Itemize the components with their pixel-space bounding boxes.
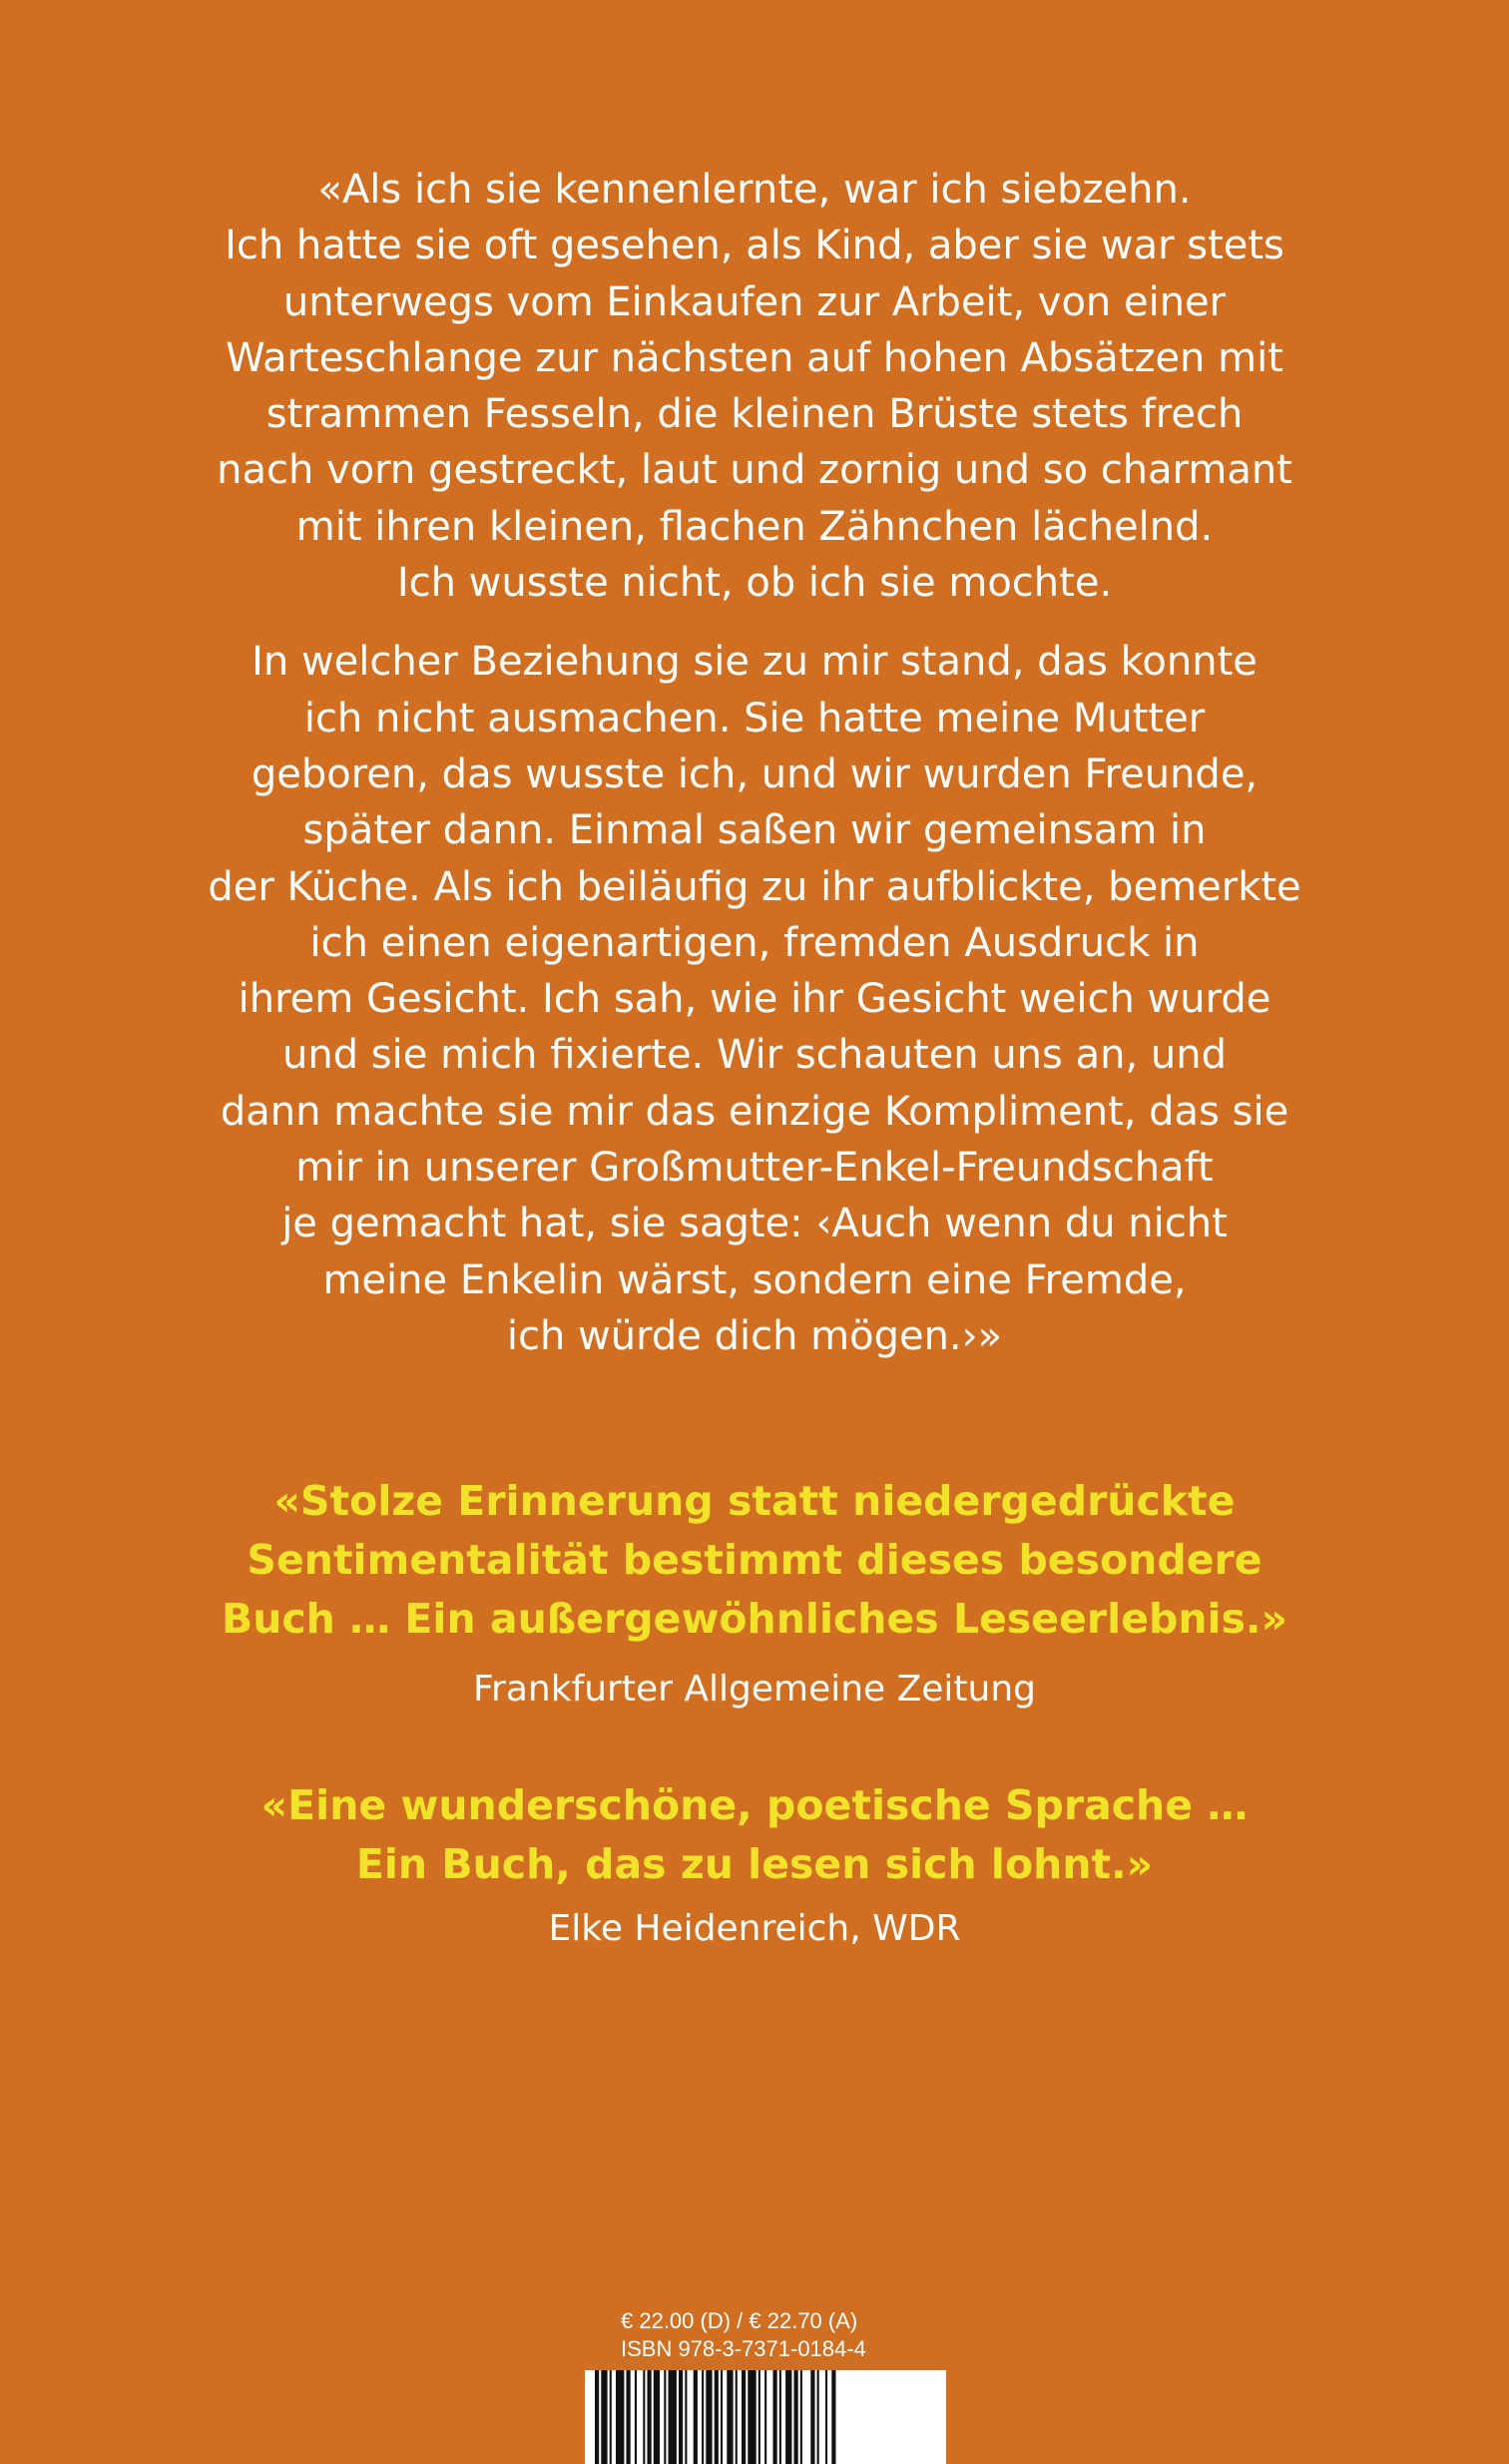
- barcode-bar: [721, 2370, 723, 2464]
- excerpt-line: mit ihren kleinen, flachen Zähnchen lächelnd.: [295, 503, 1214, 550]
- excerpt-line: geboren, das wusste ich, und wir wurden Freunde,: [251, 750, 1258, 797]
- excerpt-paragraph-1: [100, 162, 1409, 611]
- book-excerpt: [100, 162, 1409, 1364]
- barcode-bar: [610, 2370, 612, 2464]
- barcode-bar: [831, 2370, 835, 2464]
- barcode-bar: [694, 2370, 698, 2464]
- barcode-bar: [794, 2370, 798, 2464]
- excerpt-line: unterwegs vom Einkaufen zur Arbeit, von einer: [282, 278, 1227, 325]
- barcode-bar: [764, 2370, 766, 2464]
- barcode-bar: [727, 2370, 733, 2464]
- barcode-bar: [800, 2370, 802, 2464]
- barcode-bar: [742, 2370, 746, 2464]
- barcode-bar: [810, 2370, 814, 2464]
- excerpt-line: mir in unserer Großmutter-Enkel-Freundschaft: [295, 1145, 1214, 1192]
- barcode-bar: [648, 2370, 652, 2464]
- barcode-bar: [779, 2370, 781, 2464]
- barcode-bar: [748, 2370, 755, 2464]
- barcode-bar: [785, 2370, 791, 2464]
- barcode-bar: [616, 2370, 624, 2464]
- review-quote-line: Buch … Ein außergewöhnliches Leseerlebnis.»: [221, 1595, 1288, 1643]
- barcode-bar: [654, 2370, 660, 2464]
- barcode-bar: [643, 2370, 645, 2464]
- barcode-bar: [817, 2370, 819, 2464]
- excerpt-line: Warteschlange zur nächsten auf hohen Absätzen mit: [226, 334, 1283, 381]
- excerpt-line: Ich hatte sie oft gesehen, als Kind, aber sie war stets: [225, 223, 1284, 269]
- excerpt-line: meine Enkelin wärst, sondern eine Fremde,: [322, 1256, 1187, 1303]
- barcode-bar: [635, 2370, 637, 2464]
- review-quote-line: Sentimentalität bestimmt dieses besondere: [247, 1536, 1262, 1584]
- barcode-bar: [715, 2370, 719, 2464]
- barcode-bar: [685, 2370, 687, 2464]
- excerpt-line: ich einen eigenartigen, fremden Ausdruck in: [309, 919, 1200, 966]
- isbn-label: ISBN 978-3-7371-0184-4: [621, 2336, 866, 2361]
- barcode-icon: [585, 2370, 946, 2464]
- excerpt-line: ich nicht ausmachen. Sie hatte meine Mutter: [303, 695, 1206, 741]
- barcode-bar: [669, 2370, 677, 2464]
- price-label: € 22.00 (D) / € 22.70 (A): [621, 2308, 858, 2333]
- excerpt-line: Ich wusste nicht, ob ich sie mochte.: [396, 560, 1113, 607]
- excerpt-line: der Küche. Als ich beiläufig zu ihr aufblickte, bemerkte: [208, 863, 1301, 910]
- barcode-bar: [702, 2370, 704, 2464]
- excerpt-line: je gemacht hat, sie sagte: ‹Auch wenn du nicht: [281, 1201, 1228, 1247]
- review-quote-wdr: [60, 1776, 1449, 1894]
- barcode-bar: [773, 2370, 777, 2464]
- review-source-wdr: Elke Heidenreich, WDR: [548, 1908, 961, 1949]
- barcode-bar: [664, 2370, 666, 2464]
- excerpt-line: später dann. Einmal saßen wir gemeinsam in: [302, 807, 1207, 854]
- review-quote-line: Ein Buch, das zu lesen sich lohnt.»: [355, 1840, 1154, 1888]
- barcode-bar: [595, 2370, 599, 2464]
- excerpt-line: nach vorn gestreckt, laut und zornig und so charmant: [217, 447, 1292, 494]
- barcode-bar: [601, 2370, 607, 2464]
- review-source-faz: Frankfurter Allgemeine Zeitung: [472, 1669, 1037, 1710]
- excerpt-line: strammen Fesseln, die kleinen Brüste stets frech: [265, 391, 1244, 438]
- price-isbn-block: [621, 2307, 866, 2363]
- barcode-bar: [825, 2370, 827, 2464]
- barcode-bar: [706, 2370, 712, 2464]
- review-quote-line: «Stolze Erinnerung statt niedergedrückte: [273, 1477, 1236, 1525]
- excerpt-paragraph-2: [100, 634, 1409, 1364]
- barcode-bar: [736, 2370, 738, 2464]
- excerpt-line: In welcher Beziehung sie zu mir stand, das konnte: [252, 639, 1258, 686]
- excerpt-line: ihrem Gesicht. Ich sah, wie ihr Gesicht weich wurde: [238, 976, 1271, 1023]
- review-quote-line: «Eine wunderschöne, poetische Sprache …: [260, 1781, 1249, 1829]
- excerpt-line: und sie mich fixierte. Wir schauten uns an, und: [282, 1032, 1227, 1079]
- barcode-bar: [679, 2370, 683, 2464]
- barcode-bar: [758, 2370, 760, 2464]
- barcode: [585, 2370, 946, 2464]
- excerpt-line: ich würde dich mögen.›»: [506, 1312, 1003, 1359]
- barcode-bar: [627, 2370, 631, 2464]
- review-quote-faz: [60, 1472, 1449, 1649]
- excerpt-line: «Als ich sie kennenlernte, war ich siebzehn.: [317, 167, 1192, 213]
- excerpt-line: dann machte sie mir das einzige Kompliment, das sie: [220, 1088, 1289, 1135]
